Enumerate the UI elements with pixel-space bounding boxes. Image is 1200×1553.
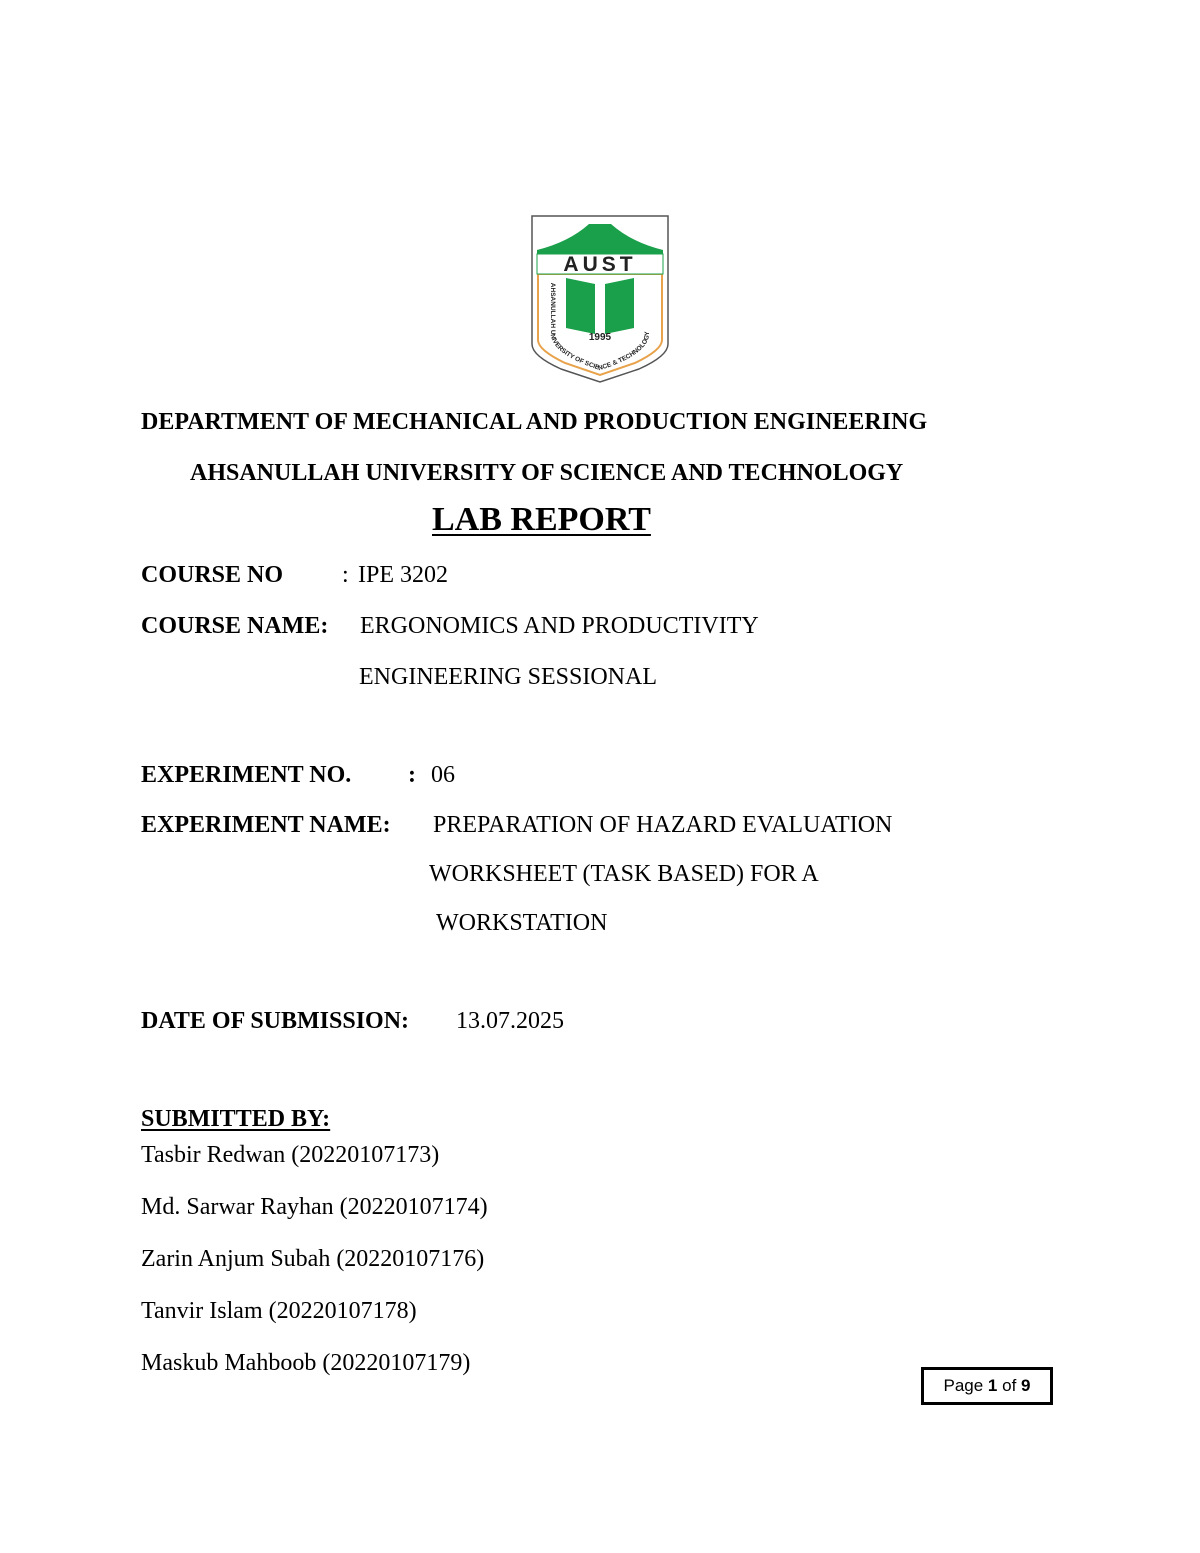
page-of: of: [1002, 1376, 1017, 1395]
member-name: Maskub Mahboob (20220107179): [141, 1350, 471, 1376]
experiment-no-value: 06: [431, 762, 455, 788]
course-name-label: COURSE NAME:: [141, 613, 329, 639]
course-no-sep: :: [342, 562, 349, 588]
submitted-by-heading: SUBMITTED BY:: [141, 1106, 331, 1132]
logo-text: AUST: [563, 253, 637, 276]
department-heading: DEPARTMENT OF MECHANICAL AND PRODUCTION ENGINEERING: [141, 409, 928, 435]
page-current: 1: [987, 1376, 998, 1395]
experiment-name-line1: PREPARATION OF HAZARD EVALUATION: [433, 812, 893, 838]
experiment-name-label: EXPERIMENT NAME:: [141, 812, 391, 838]
experiment-name-line3: WORKSTATION: [436, 910, 608, 936]
course-name-line2: ENGINEERING SESSIONAL: [359, 664, 657, 690]
experiment-name-line2: WORKSHEET (TASK BASED) FOR A: [429, 861, 819, 887]
member-name: Tasbir Redwan (20220107173): [141, 1142, 440, 1168]
date-value: 13.07.2025: [456, 1008, 564, 1034]
member-name: Md. Sarwar Rayhan (20220107174): [141, 1194, 488, 1220]
logo-year: 1995: [588, 332, 612, 343]
logo-book-left: [566, 278, 595, 334]
page-total: 9: [1021, 1376, 1031, 1395]
member-name: Tanvir Islam (20220107178): [141, 1298, 417, 1324]
course-name-line1: ERGONOMICS AND PRODUCTIVITY: [360, 613, 759, 639]
university-logo: [529, 214, 671, 384]
logo-ring-text: AHSANULLAH UNIVERSITY OF SCIENCE & TECHNOLOGY: [548, 282, 652, 373]
experiment-no-sep: :: [408, 762, 416, 788]
date-label: DATE OF SUBMISSION:: [141, 1008, 410, 1034]
member-name: Zarin Anjum Subah (20220107176): [141, 1246, 485, 1272]
experiment-no-label: EXPERIMENT NO.: [141, 762, 352, 788]
logo-book-right: [605, 278, 634, 334]
university-heading: AHSANULLAH UNIVERSITY OF SCIENCE AND TECHNOLOGY: [190, 460, 904, 486]
report-title: LAB REPORT: [432, 501, 651, 538]
page-word: Page: [943, 1376, 984, 1395]
course-no-value: IPE 3202: [358, 562, 448, 588]
page-number-box: [921, 1367, 1053, 1405]
course-no-label: COURSE NO: [141, 562, 284, 588]
